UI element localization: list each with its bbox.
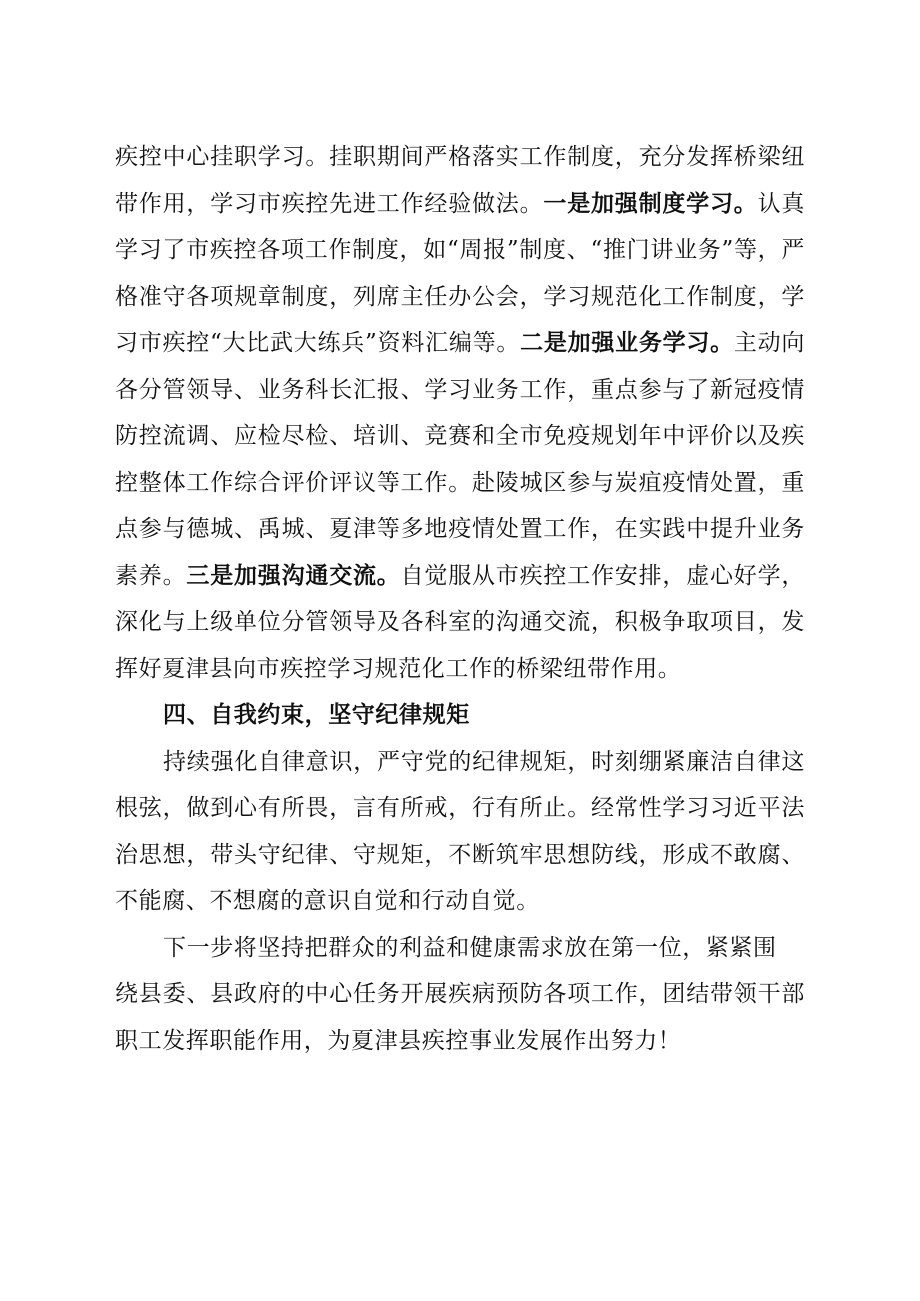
document-body	[115, 134, 805, 1064]
paragraph-text: 认真学习了市疾控各项工作制度，如“周报”制度、“推门讲业务”等，严格准守各项规章制度，列席主任办公会，学习规范化工作制度，学习市疾控“大比武大练兵”资料汇编等。	[115, 190, 805, 356]
paragraph-text: 疾控中心挂职学习。挂职期间严格落实工作制度，充分发挥桥梁纽带作用，学习市疾控先进工作经验做法。	[115, 144, 805, 217]
paragraph-text: 自觉服从市疾控工作安排，虚心好学，深化与上级单位分管领导及各科室的沟通交流，积极争取项目，发挥好夏津县向市疾控学习规范化工作的桥梁纽带作用。	[115, 562, 805, 682]
paragraph-self-discipline: 持续强化自律意识，严守党的纪律规矩，时刻绷紧廉洁自律这根弦，做到心有所畏，言有所戒，行有所止。经常性学习习近平法治思想，带头守纪律、守规矩，不断筑牢思想防线，形成不敢腐、不能腐、不想腐的意识自觉和行动自觉。	[115, 748, 805, 914]
paragraph-text: 绕县委、县政府的中心任务开展疾病预防各项工作，团结带领干部职工发挥职能作用，为夏津县疾控事业发展作出努力！	[115, 981, 805, 1054]
bold-point-business-study: 二是加强业务学习。	[520, 330, 734, 356]
bold-point-system-study: 一是加强制度学习。	[543, 190, 758, 217]
paragraph-attachment-study	[115, 134, 805, 692]
paragraph-line: 下一步将坚持把群众的利益和健康需求放在第一位，紧紧围	[163, 934, 777, 961]
section-heading-four: 四、自我约束，坚守纪律规矩	[163, 702, 470, 728]
bold-point-communication: 三是加强沟通交流。	[186, 562, 401, 589]
paragraph-text: 主动向各分管领导、业务科长汇报、学习业务工作，重点参与了新冠疫情防控流调、应检尽检、培训、竞赛和全市免疫规划年中评价以及疾控整体工作综合评价评议等工作。赴陵城区参与炭疽疫情处置，重点参与德城、禹城、夏津等多地疫情处置工作，在实践中提升业务素养。	[115, 330, 805, 589]
paragraph-next-steps	[115, 925, 805, 1065]
